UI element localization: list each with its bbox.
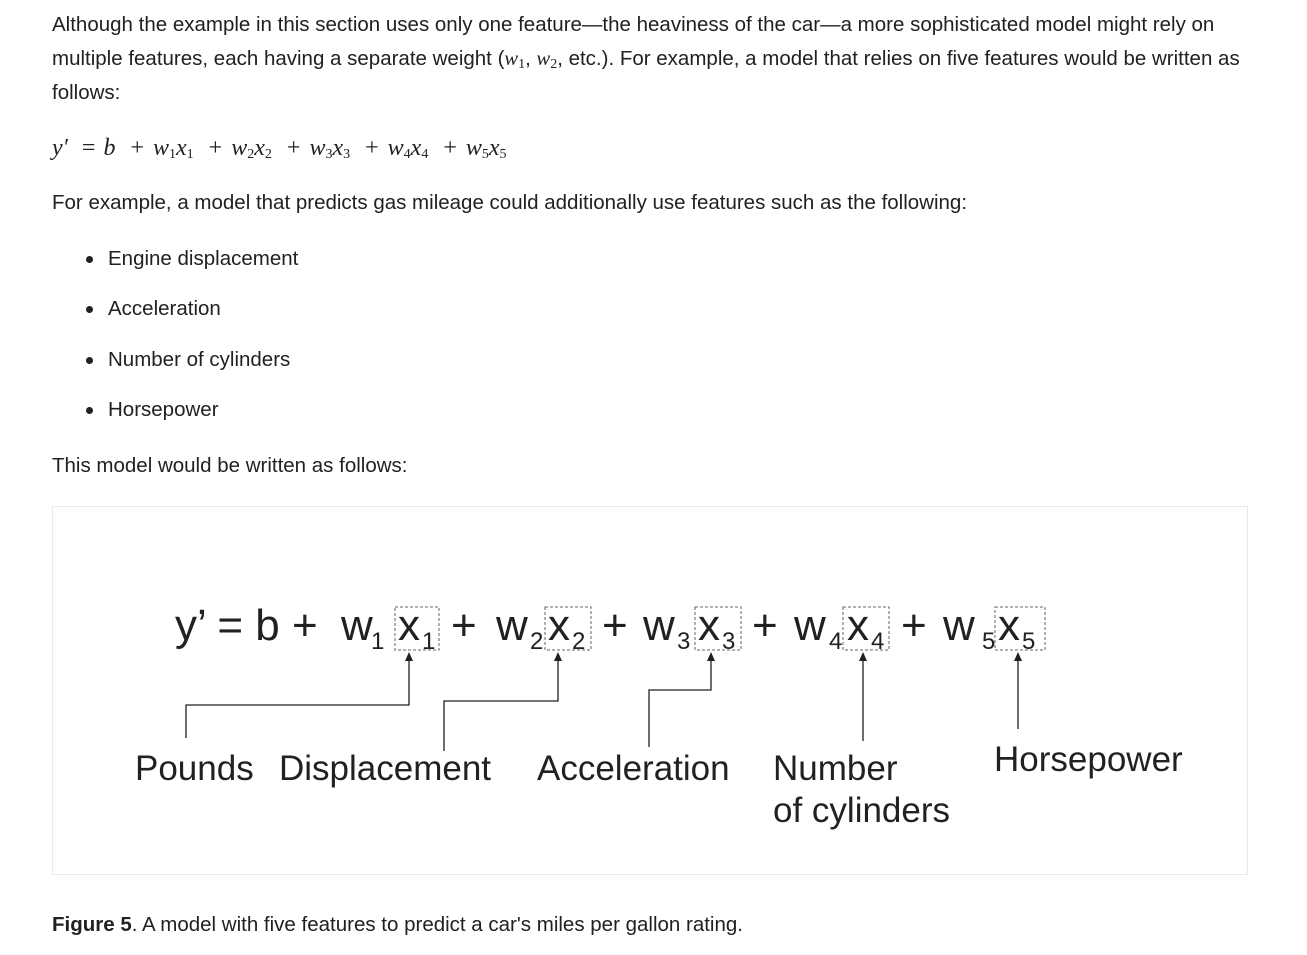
figure-plus-1: + — [451, 601, 477, 650]
svg-text:4: 4 — [829, 628, 843, 655]
label-displacement: Displacement — [279, 749, 492, 788]
features-intro: For example, a model that predicts gas mileage could additionally use features such as the following: — [52, 191, 968, 214]
figure-w4: w — [794, 601, 826, 650]
equation-lhs: y′ — [52, 135, 68, 161]
label-acceleration: Acceleration — [537, 749, 730, 788]
intro-text-start: Although the example in this section uses only one feature—the heaviness of the car—a more sophisticated model might rely on multiple features, each having a separate weight ( — [52, 13, 1215, 70]
acceleration-connector — [649, 661, 711, 747]
svg-text:2: 2 — [572, 628, 586, 655]
list-item: Number of cylinders — [86, 343, 298, 393]
figure-x1: x — [398, 601, 420, 650]
figure-caption — [52, 908, 743, 942]
figure-x5: x — [998, 601, 1020, 650]
figure-w1: w — [341, 601, 373, 650]
weight-w2: $w_2$ — [536, 48, 558, 72]
figure-plus-3: + — [752, 601, 778, 650]
arrow-up-icon — [405, 652, 413, 661]
arrow-up-icon — [859, 652, 867, 661]
arrow-up-icon — [707, 652, 715, 661]
arrow-up-icon — [1014, 652, 1022, 661]
label-pounds: Pounds — [135, 749, 254, 788]
figure-plus-2: + — [602, 601, 628, 650]
figure-w3: w — [643, 601, 675, 650]
figure-w5: w — [943, 601, 975, 650]
list-item: Acceleration — [86, 292, 298, 342]
svg-text:4: 4 — [871, 628, 885, 655]
bullet-icon — [86, 256, 93, 263]
figure-5 — [52, 506, 1248, 875]
svg-text:3: 3 — [722, 628, 736, 655]
displacement-connector — [444, 661, 558, 751]
feature-list — [86, 242, 298, 443]
figure-x4: x — [847, 601, 869, 650]
svg-text:1: 1 — [422, 628, 436, 655]
equation-term-3: $w_3x_3$ — [309, 135, 351, 162]
bullet-icon — [86, 407, 93, 414]
intro-text-end: , etc.). For example, a model that relies on five features would be written as follows: — [52, 47, 1240, 104]
bullet-icon — [86, 306, 93, 313]
linear-equation: $y' = b + w_1x_1 + w_2x_2 + w_3x_3 + w_4x_4 + w_5x_5$ — [52, 135, 507, 162]
model-intro: This model would be written as follows: — [52, 454, 408, 477]
figure-x3: x — [698, 601, 720, 650]
caption-label: Figure 5 — [52, 913, 132, 936]
svg-text:1: 1 — [371, 628, 385, 655]
label-cylinders-line1: Number — [773, 749, 898, 788]
arrow-up-icon — [554, 652, 562, 661]
caption-text: . A model with five features to predict a car's miles per gallon rating. — [131, 913, 743, 936]
svg-text:3: 3 — [677, 628, 691, 655]
equation-term-5: $w_5x_5$ — [465, 135, 507, 162]
list-item: Horsepower — [86, 393, 298, 443]
label-cylinders-line2: of cylinders — [773, 791, 951, 830]
label-horsepower: Horsepower — [994, 740, 1183, 779]
intro-paragraph: Although the example in this section uses only one feature—the heaviness of the car—a more sophisticated model might rely on multiple features, each having a separate weight ($w_1$, $w_2$, etc.). For example, a model that relies on five features would be written as follows: — [52, 13, 1240, 104]
svg-text:2: 2 — [530, 628, 544, 655]
figure-eq-lhs: y’ = b + — [175, 601, 330, 650]
figure-w2: w — [496, 601, 528, 650]
equation-term-4: $w_4x_4$ — [387, 135, 429, 162]
equation-term-1: $w_1x_1$ — [153, 135, 194, 162]
svg-text:5: 5 — [982, 628, 996, 655]
equation-term-2: $w_2x_2$ — [231, 135, 272, 162]
list-item: Engine displacement — [86, 242, 298, 292]
svg-text:5: 5 — [1022, 628, 1036, 655]
bullet-icon — [86, 357, 93, 364]
figure-plus-4: + — [901, 601, 927, 650]
feature-diagram — [53, 507, 1249, 876]
figure-x2: x — [548, 601, 570, 650]
pounds-connector — [186, 661, 409, 738]
equation-bias: b — [103, 135, 116, 161]
weight-w1: $w_1$ — [504, 48, 526, 72]
